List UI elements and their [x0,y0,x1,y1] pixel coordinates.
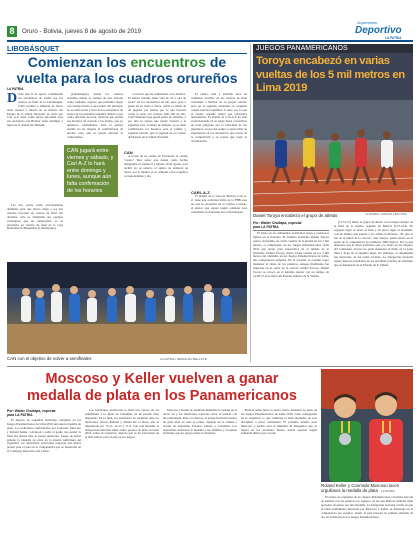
left-col4b-text: El plantel de la zona de Bolivar, Carl A-Z, tiene una actividad fecha de la FBB para las que se encuentra en el Coliseo Cerrado, el elenco que espera seguir adelante para consolidar su actuación en la Libobásquet. [191,195,247,214]
supplement-sub: LA PATRIA [385,36,402,40]
headline-line2: vuelta para los cuadros orureños [16,69,238,86]
supplement-name: Deportivo [355,25,402,36]
right-byline-author: Por: Walter Chullapa, especial [253,221,302,225]
bottom-col5-text: El torneo de raquetbol de los Juegos Panamericanos concluirá este fin de semana con las pruebas por equipos, en las que Bolivia también tiene opciones de pelear por una medalla. La delegación nacional confía en que el buen rendimiento mostrado por Moscoso y Keller se mantenga en la competencia por equipos, donde el país buscará su primera medalla de oro en la historia de los Juegos Panamericanos. [321,496,413,519]
medal-scene [321,369,413,482]
left-column-2b [124,155,188,260]
right-byline-rule [253,230,329,231]
subhead-carl: CARL A-Z [191,190,210,195]
bottom-headline-line2: medalla de plata en los Panamericanos [27,388,297,404]
medal-caption-credit: LA PATRIA [381,489,395,493]
dateline: Oruro - Bolivia, jueves 8 de agosto de 2019 [22,28,142,35]
page-number: 8 [7,26,17,37]
bottom-column-3 [163,409,237,543]
runners-scene [253,100,413,212]
right-col2-text: (13:51.15) lideró el grupo de atletas con el mejor tiempo en la final de la prueba, seguido de Bolivia (13:51.44). En segundo lugar se ubicó el Perú y en tercer lugar el brasileño, con un tiempo que superó a los atletas bolivianos. "Es que se fue de la mitad de la carrera", dijo Toroya, quien estuvo en la punta de la competencia los primeros 3000 metros. Por lo que demostró que el atleta boliviano está a la altura de los mejores del continente. Toroya no pudo mantener el ritmo en la parte final y llegó en el séptimo lugar, sin embargo, el desempeño fue destacado en las redes sociales. La delegación nacional espera mejores resultados en las próximas pruebas de atletismo que se disputarán en el Estadio de la Videna. [334,221,413,267]
pull-quote: CAN jugará entre viernes y sábado, y Carl A-Z lo hará entre domingo y lunes, aunque aún falta confirmación de los horarios [67,148,114,194]
bottom-byline-paper: para LA PATRIA [7,413,33,417]
bottom-column-2 [85,409,159,543]
left-column-2 [67,93,123,143]
left-headline [7,55,247,86]
medal-photo-caption [321,483,413,494]
bottom-byline-author: Por: Walter Chullapa, especial [7,409,56,413]
bottom-rule [7,366,413,367]
right-byline-paper: para LA PATRIA [253,225,279,229]
bottom-column-5 [321,496,413,543]
bottom-headline-line1: Moscoso y Keller vuelven a ganar [45,371,279,387]
runners-photo-credit: LA PATRIA / JUEGOS LIMA 2019 [365,212,407,217]
runners-photo [253,100,413,212]
left-photo-credit: LA PATRIA / REINALDO BELLOTE [160,356,207,361]
bottom-column-1 [7,419,81,543]
left-byline: LA PATRIA [7,87,24,91]
medal-caption-text: Roland Keller y Conrrado Moscoso lucen orgullosos la medalla de plata [321,483,400,493]
left-column-4 [191,93,247,188]
basketball-scene [7,262,247,354]
pull-quote-box [62,143,120,199]
left-col2-text: (Libobásquet), donde los cuadros orureños tienen la ventaja de una victoria como visitante, aspecto que permitirá llegar con ventaja frente a sus rivales. En principio no se tenía fecha y hora de los encuentros de vuelta en los planteles orureños debido a que como oficiales de local, tuvieron que ajustar sus horarios de acuerdo a las fechas, que ya quedaron confirmadas. Para el primer partido no ha llegado la confirmación de horario para que se pueda efectuar el compromiso. [67,93,123,139]
bottom-col1-text: El deporte de raquetbol boliviano conquistó en los Juegos Panamericanos de Lima 2019 una nueva medalla de plata. Los bolivianos conformados por Conrrado Moscoso y Roland Keller, volvieron a subir al podio tras perder la final del dobles ante la pareja mexicana. Luego de haber ganado la medalla de plata en la prueba individual del raquetbol, los deportistas bolivianos lograron una nueva presea para el país en la competencia que se desarrolla en el Complejo Deportivo del Callao. [7,419,81,454]
column-divider [250,44,251,362]
left-photo-caption: CAN con el objetivo de volver a semifinales [7,356,92,361]
left-col4-text: El elenco azul y amarillo tuvo un comienzo positivo en los cuartos de final venciendo a Bolivar en su propia cancha, pero en el segundo encuentro el conjunto celeste buscará equilibrar la serie, por lo que el cuadro orureño tendrá que esforzarse nuevamente. El plantel de Carl A-Z ha sido evolucionando en su juego hasta convertirse en rival peligroso por la velocidad de sus jugadores, en pos del equipo y aprovechar su experiencia en los encuentros que restan de la competición y se espera que logre la clasificación. [191,93,247,143]
left-column-3 [128,93,186,148]
left-col1-text-b: Las dos series están prácticamente definidas para que Oruro tenga a los dos cuadros favoritos en cuartos de final. No obstante, sólo se cumplirán dos equipos extranjeros que en campeonato ya se encuentra en cuartos de final de la Liga Boliviana de Básquetbol (Libobásquet). [7,204,63,231]
dropcap: D [7,93,18,106]
medal-photo [321,369,413,482]
section-label-libobasquet: LIBOBÁSQUET [7,44,60,53]
subhead-can: CAN [124,150,133,155]
left-column-1b [7,204,63,260]
left-col1-text-a: esde este 8 de agosto comenzarán los encuentros de vuelta por los cuartos de final de la Libobásquet, CAN recibirá a Amistad de Sucre entre viernes y sábado en su reducto del Parque de la Unión Nacional, en tanto que Carl A-Z tiene como férrea prioridad para ese encuentro con Bolivar entre domingo y lunes en la ciudad del Illimani. [7,93,63,128]
right-column-1 [253,232,329,360]
bottom-col2-text: Los bolivianos alcanzaron la final tras vencer en las semifinales a la dupla de Colombia, en un partido muy disputado. En la final, los bolivianos no pudieron ante los mexicanos Álvaro Beltrán y Daniel De la Rosa, que se impusieron por 15-11, 14-15 y 11-9. Con esta medalla, la delegación boliviana suma cuatro preseas de plata en Lima 2019, todas en raquetbol, deporte que se ha convertido en el más exitoso para el país en los Juegos. [85,409,159,440]
right-column-2 [334,221,413,360]
bottom-column-4 [241,409,317,543]
right-headline: Toroya encabezó en varias vueltas de los 5 mil metros en Lima 2019 [256,55,405,94]
headline-part-a: Comienzan los [27,54,127,70]
bottom-col4-text: Bolivia suma hasta la fecha cuatro medallas de plata en los Juegos Panamericanos de Lima 2019, todas conseguidas en el raquetbol, lo que confirma el buen momento de esta disciplina a nivel continental. El próximo desafío para Moscoso y Keller será el Mundial de Raquetbol que se jugará en los próximos meses, donde esperan seguir sumando títulos para el país. [241,409,317,436]
supplement-label: Suplemento [357,21,378,25]
left-col3-text: a conocer que ha confirmado a los árbitros. El elenco orureño tiene "una de cal y otra de arena" en los encuentros de ida, pues pese a ganar en su visita a Sucre, sufrió la salida de un jugador por lesión, por lo que buscará cerrar la serie con ventaja. Más allá de ello, CAN demostró que puede ganar de visitante, y por ello se espera que pueda avanzar a la siguiente fase. A mitad de semana, ya se tiene confirmados los horarios para el primer y segundo partido, que se jugarán en el Coliseo del Parque de la Unión Nacional. [128,93,186,139]
right-col1-text: El atleta en los debutantes bolivianos golea a poderosos figuras en el Peruano. El fondista boliviano Daniel Toroya estuvo encendido, en varias vueltas de la prueba de los 5 mil metros, el campeonato de los Juegos Panamericanos Lima 2019 que atrajo gran expectativa en el mundo de la atletismo. Daniel Toroya, lideró varias vueltas en los 5 mil metros del atletismo en los Juegos Panamericanos de Lima, una competencia exigente. En la ocasión, el orureño logró mantener el ritmo de los punteros, aunque finalmente fue superado en el cierre de la carrera. Daniel Toroya. Daniel Toroya se colocó en el séptimo puesto con un tiempo de 14:06.72 en la meta del Estadio Atlético de la Videna. [253,232,329,278]
headline-part-b: de [209,54,227,70]
left-col2b-text: A través de su cuenta de Facebook, el cuadro "cuatro" hizo saber que tienen como fechas designadas el viernes 9 y sábado 10 de agosto, para recibir en su reducto al elenco de Amistad de Sucre, por lo mismo ya se cumplió con la logística correspondiente y dio [124,155,188,178]
section-label-panamericanos: JUEGOS PANAMERICANOS [256,44,348,52]
bottom-col3-text: Moscoso y Keller no pudieron mantener la ventaja en el tercer set y los mexicanos lograron cerrar el partido con una remontada. Pese a la derrota, la pareja boliviana mostró un gran nivel en todo el torneo, dejando en el camino a rivales de Argentina, Estados Unidos y Colombia. Los deportistas dedicaron la medalla a sus familias y al pueblo boliviano que los apoyó desde la distancia. [163,409,237,436]
left-column-1 [7,93,63,203]
basketball-photo [7,262,247,354]
header-rule [7,40,413,42]
bottom-headline [7,371,317,405]
runners-photo-caption: Daniel Toroya encabezó el grupo de atletas [253,213,338,218]
headline-highlight: encuentros [130,54,206,70]
left-column-4b [191,195,247,260]
